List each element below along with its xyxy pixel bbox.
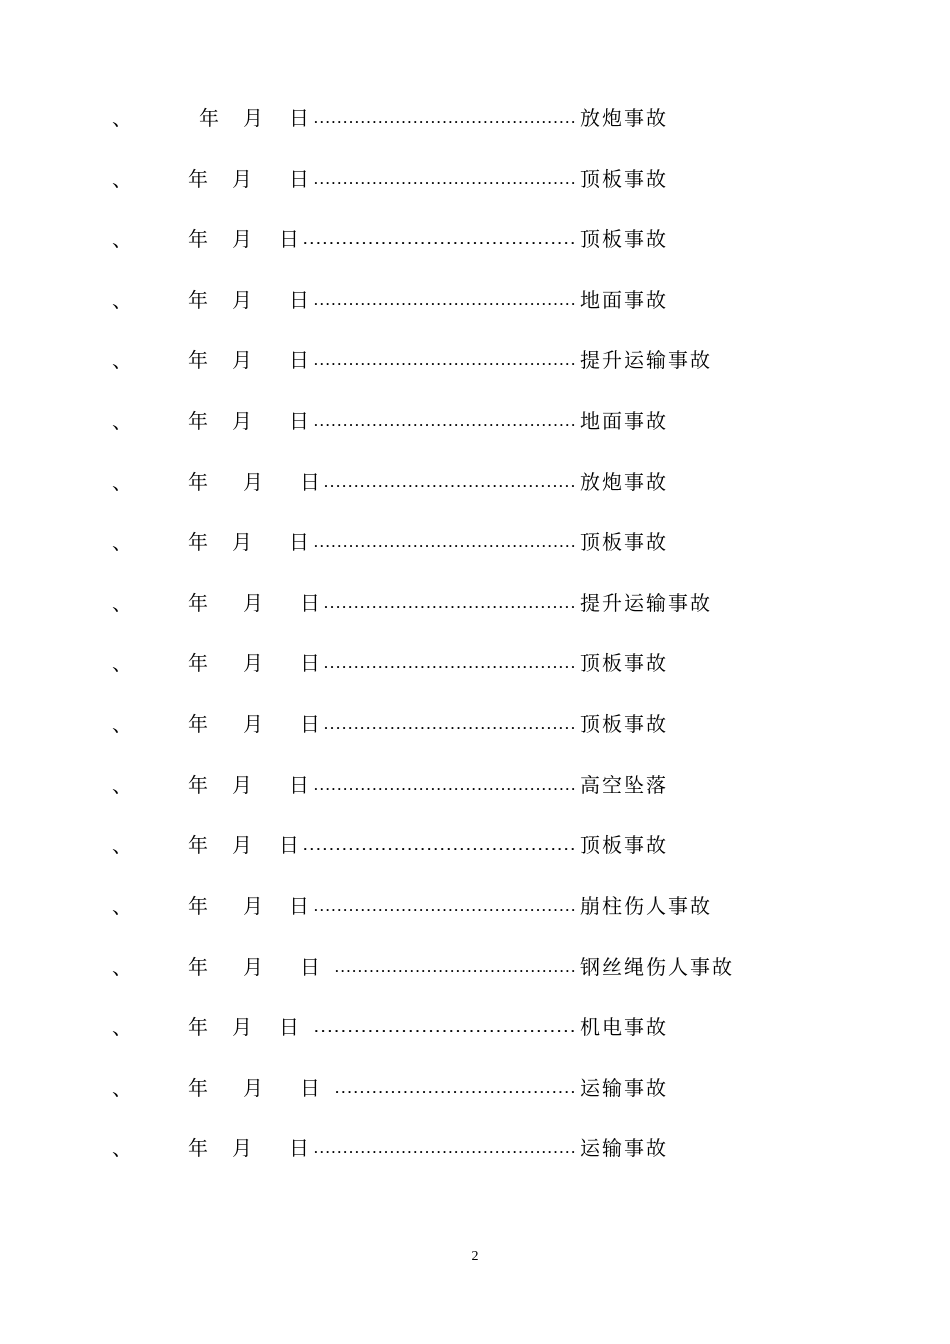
day-field: 日 bbox=[300, 955, 320, 979]
dot-leader: ……………………………………… bbox=[313, 108, 576, 127]
year-field: 年 bbox=[188, 712, 208, 736]
accident-type-label: 运输事故 bbox=[580, 1136, 668, 1160]
list-item bbox=[0, 947, 950, 987]
accident-type-label: 运输事故 bbox=[580, 1076, 668, 1100]
list-mark: 、 bbox=[112, 227, 132, 251]
year-field: 年 bbox=[188, 227, 208, 251]
dot-leader: ……………………………………… bbox=[313, 411, 576, 430]
year-field: 年 bbox=[188, 1015, 208, 1039]
day-field: 日 bbox=[289, 530, 309, 554]
list-mark: 、 bbox=[112, 651, 132, 675]
day-field: 日 bbox=[300, 651, 320, 675]
list-item bbox=[0, 1068, 950, 1108]
list-item bbox=[0, 340, 950, 380]
list-mark: 、 bbox=[112, 167, 132, 191]
dot-leader: ……………………………………… bbox=[313, 350, 576, 369]
day-field: 日 bbox=[300, 591, 320, 615]
day-field: 日 bbox=[289, 773, 309, 797]
accident-type-label: 高空坠落 bbox=[580, 773, 668, 797]
month-field: 月 bbox=[232, 773, 252, 797]
dot-leader: …………………………………… bbox=[302, 229, 576, 248]
page-number: 2 bbox=[471, 1249, 479, 1264]
accident-type-label: 顶板事故 bbox=[580, 712, 668, 736]
dot-leader: …………………………………… bbox=[323, 593, 576, 612]
year-field: 年 bbox=[188, 167, 208, 191]
accident-type-label: 放炮事故 bbox=[580, 470, 668, 494]
dot-leader: ……………………………………… bbox=[313, 896, 576, 915]
month-field: 月 bbox=[232, 288, 252, 312]
year-field: 年 bbox=[188, 894, 208, 918]
list-mark: 、 bbox=[112, 106, 132, 130]
month-field: 月 bbox=[232, 348, 252, 372]
day-field: 日 bbox=[289, 409, 309, 433]
dot-leader: …………………………………… bbox=[323, 472, 576, 491]
list-mark: 、 bbox=[112, 773, 132, 797]
accident-type-label: 提升运输事故 bbox=[580, 348, 712, 372]
accident-type-label: 地面事故 bbox=[580, 288, 668, 312]
day-field: 日 bbox=[300, 470, 320, 494]
month-field: 月 bbox=[232, 1136, 252, 1160]
month-field: 月 bbox=[232, 833, 252, 857]
year-field: 年 bbox=[188, 288, 208, 312]
accident-type-label: 顶板事故 bbox=[580, 167, 668, 191]
year-field: 年 bbox=[188, 348, 208, 372]
dot-leader: …………………………………… bbox=[302, 835, 576, 854]
accident-type-label: 地面事故 bbox=[580, 409, 668, 433]
list-mark: 、 bbox=[112, 1076, 132, 1100]
year-field: 年 bbox=[188, 530, 208, 554]
month-field: 月 bbox=[243, 955, 263, 979]
list-item bbox=[0, 765, 950, 805]
year-field: 年 bbox=[188, 1076, 208, 1100]
dot-leader: ………………………………… bbox=[313, 1017, 576, 1036]
year-field: 年 bbox=[188, 773, 208, 797]
dot-leader: …………………………………… bbox=[334, 957, 576, 976]
year-field: 年 bbox=[188, 409, 208, 433]
list-item bbox=[0, 825, 950, 865]
list-item bbox=[0, 643, 950, 683]
list-mark: 、 bbox=[112, 1136, 132, 1160]
day-field: 日 bbox=[279, 1015, 299, 1039]
list-mark: 、 bbox=[112, 591, 132, 615]
month-field: 月 bbox=[243, 470, 263, 494]
year-field: 年 bbox=[188, 651, 208, 675]
accident-type-label: 放炮事故 bbox=[580, 106, 668, 130]
list-item bbox=[0, 159, 950, 199]
list-mark: 、 bbox=[112, 894, 132, 918]
accident-type-label: 顶板事故 bbox=[580, 530, 668, 554]
accident-type-label: 钢丝绳伤人事故 bbox=[580, 955, 734, 979]
day-field: 日 bbox=[289, 106, 309, 130]
month-field: 月 bbox=[243, 591, 263, 615]
accident-type-label: 机电事故 bbox=[580, 1015, 668, 1039]
list-item bbox=[0, 401, 950, 441]
day-field: 日 bbox=[300, 1076, 320, 1100]
month-field: 月 bbox=[243, 1076, 263, 1100]
day-field: 日 bbox=[289, 288, 309, 312]
month-field: 月 bbox=[232, 409, 252, 433]
accident-type-label: 顶板事故 bbox=[580, 833, 668, 857]
year-field: 年 bbox=[188, 470, 208, 494]
list-item bbox=[0, 583, 950, 623]
dot-leader: ……………………………………… bbox=[313, 290, 576, 309]
list-mark: 、 bbox=[112, 288, 132, 312]
list-mark: 、 bbox=[112, 712, 132, 736]
year-field: 年 bbox=[188, 955, 208, 979]
list-item bbox=[0, 1128, 950, 1168]
list-mark: 、 bbox=[112, 833, 132, 857]
dot-leader: ………………………………… bbox=[334, 1078, 576, 1097]
day-field: 日 bbox=[289, 894, 309, 918]
dot-leader: …………………………………… bbox=[323, 714, 576, 733]
list-mark: 、 bbox=[112, 955, 132, 979]
month-field: 月 bbox=[243, 651, 263, 675]
list-item bbox=[0, 1007, 950, 1047]
list-item bbox=[0, 219, 950, 259]
month-field: 月 bbox=[243, 894, 263, 918]
day-field: 日 bbox=[289, 348, 309, 372]
day-field: 日 bbox=[289, 167, 309, 191]
year-field: 年 bbox=[188, 591, 208, 615]
month-field: 月 bbox=[232, 1015, 252, 1039]
month-field: 月 bbox=[232, 530, 252, 554]
accident-type-label: 顶板事故 bbox=[580, 227, 668, 251]
list-item bbox=[0, 704, 950, 744]
dot-leader: ……………………………………… bbox=[313, 775, 576, 794]
dot-leader: ……………………………………… bbox=[313, 532, 576, 551]
list-mark: 、 bbox=[112, 1015, 132, 1039]
list-item bbox=[0, 280, 950, 320]
list-mark: 、 bbox=[112, 348, 132, 372]
dot-leader: ……………………………………… bbox=[313, 1138, 576, 1157]
year-field: 年 bbox=[188, 1136, 208, 1160]
day-field: 日 bbox=[300, 712, 320, 736]
list-item bbox=[0, 98, 950, 138]
day-field: 日 bbox=[279, 227, 299, 251]
dot-leader: …………………………………… bbox=[323, 653, 576, 672]
accident-type-label: 提升运输事故 bbox=[580, 591, 712, 615]
accident-type-label: 顶板事故 bbox=[580, 651, 668, 675]
list-item bbox=[0, 886, 950, 926]
accident-type-label: 崩柱伤人事故 bbox=[580, 894, 712, 918]
day-field: 日 bbox=[289, 1136, 309, 1160]
month-field: 月 bbox=[232, 167, 252, 191]
dot-leader: ……………………………………… bbox=[313, 169, 576, 188]
month-field: 月 bbox=[243, 106, 263, 130]
year-field: 年 bbox=[188, 833, 208, 857]
day-field: 日 bbox=[279, 833, 299, 857]
list-mark: 、 bbox=[112, 530, 132, 554]
list-item bbox=[0, 522, 950, 562]
month-field: 月 bbox=[243, 712, 263, 736]
list-mark: 、 bbox=[112, 409, 132, 433]
list-item bbox=[0, 462, 950, 502]
year-field: 年 bbox=[199, 106, 219, 130]
list-mark: 、 bbox=[112, 470, 132, 494]
month-field: 月 bbox=[232, 227, 252, 251]
